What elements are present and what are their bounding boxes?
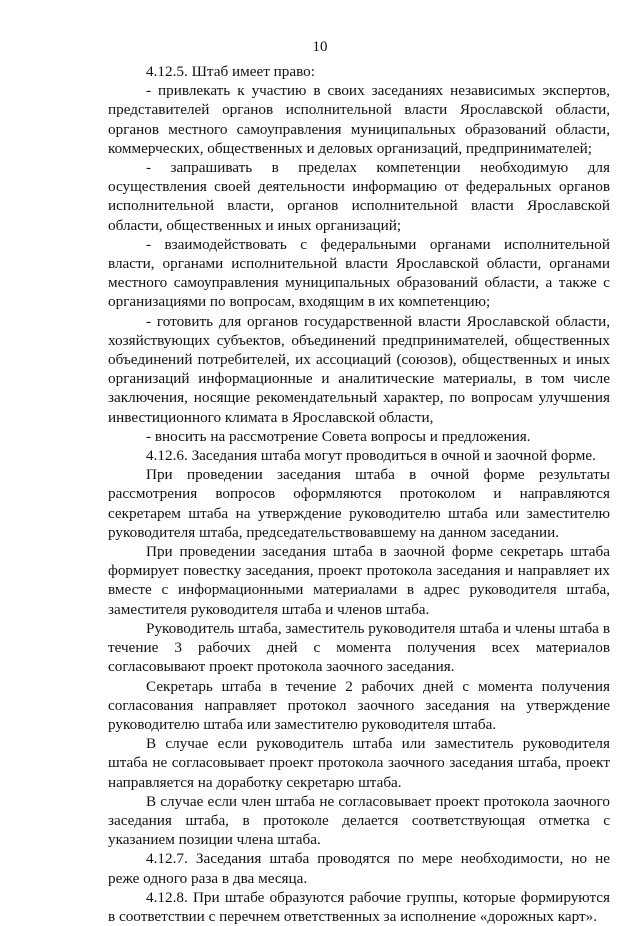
paragraph-right-interact: - взаимодействовать с федеральными органами исполнительной власти, органами исполнительной власти Ярославской области, органами местного самоуправления муниципальных образований области, а также с организациями по вопросам, входящим в их компетенцию; <box>108 235 610 311</box>
paragraph-4-12-8: 4.12.8. При штабе образуются рабочие группы, которые формируются в соответствии с перечнем ответственных за исполнение «дорожных карт». <box>108 888 610 925</box>
paragraph-4-12-5-heading: 4.12.5. Штаб имеет право: <box>146 63 315 80</box>
paragraph-4-12-7: 4.12.7. Заседания штаба проводятся по мере необходимости, но не реже одного раза в два месяца. <box>108 850 610 887</box>
paragraph-secretary-term: Секретарь штаба в течение 2 рабочих дней с момента получения согласования направляет протокол заочного заседания на утверждение руководителю штаба или заместителю руководителя штаба. <box>108 677 610 733</box>
paragraph-right-request-information: - запрашивать в пределах компетенции необходимую для осуществления своей деятельности информацию от федеральных органов исполнительной власти, органов исполнительной власти Ярославской области, общественных и иных организаций; <box>108 159 610 234</box>
document-body <box>108 62 610 926</box>
paragraph-right-involve-experts: - привлекать к участию в своих заседаниях независимых экспертов, представителей органов исполнительной власти Ярославской области, органов местного самоуправления муниципальных образований области, коммерческих, общественных и деловых организаций, предпринимателей; <box>108 82 610 157</box>
paragraph-approval-term: Руководитель штаба, заместитель руководителя штаба и члены штаба в течение 3 рабочих дней с момента получения всех материалов согласовывают проект протокола заочного заседания. <box>108 619 610 676</box>
page-number: 10 <box>312 39 328 55</box>
paragraph-right-submit-proposals: - вносить на рассмотрение Совета вопросы и предложения. <box>146 427 531 445</box>
paragraph-in-person-meeting: При проведении заседания штаба в очной форме результаты рассмотрения вопросов оформляются протоколом и направляются секретарем штаба на утверждение руководителю штаба или заместителю руководителя штаба, председательствовавшему на данном заседании. <box>108 466 610 541</box>
paragraph-member-disagreement: В случае если член штаба не согласовывает проект протокола заочного заседания штаба, в протоколе делается соответствующая отметка с указанием позиции члена штаба. <box>108 792 610 849</box>
paragraph-absentee-meeting: При проведении заседания штаба в заочной форме секретарь штаба формирует повестку заседания, проект протокола заседания и направляет их вместе с информационными материалами в адрес руководителя штаба, заместителя руководителя штаба и членов штаба. <box>108 543 610 618</box>
paragraph-head-disagreement: В случае если руководитель штаба или заместитель руководителя штаба не согласовывает проект протокола заочного заседания штаба, проект направляется на доработку секретарю штаба. <box>108 735 610 791</box>
paragraph-right-prepare-materials: - готовить для органов государственной власти Ярославской области, хозяйствующих субъектов, объединений предпринимателей, общественных объединений потребителей, их ассоциаций (союзов), общественных и иных организаций информационные и аналитические материалы, в том числе заключения, носящие рекомендательный характер, по вопросам улучшения инвестиционного климата в Ярославской области, <box>108 312 610 426</box>
paragraph-4-12-6: 4.12.6. Заседания штаба могут проводиться в очной и заочной форме. <box>146 447 596 465</box>
